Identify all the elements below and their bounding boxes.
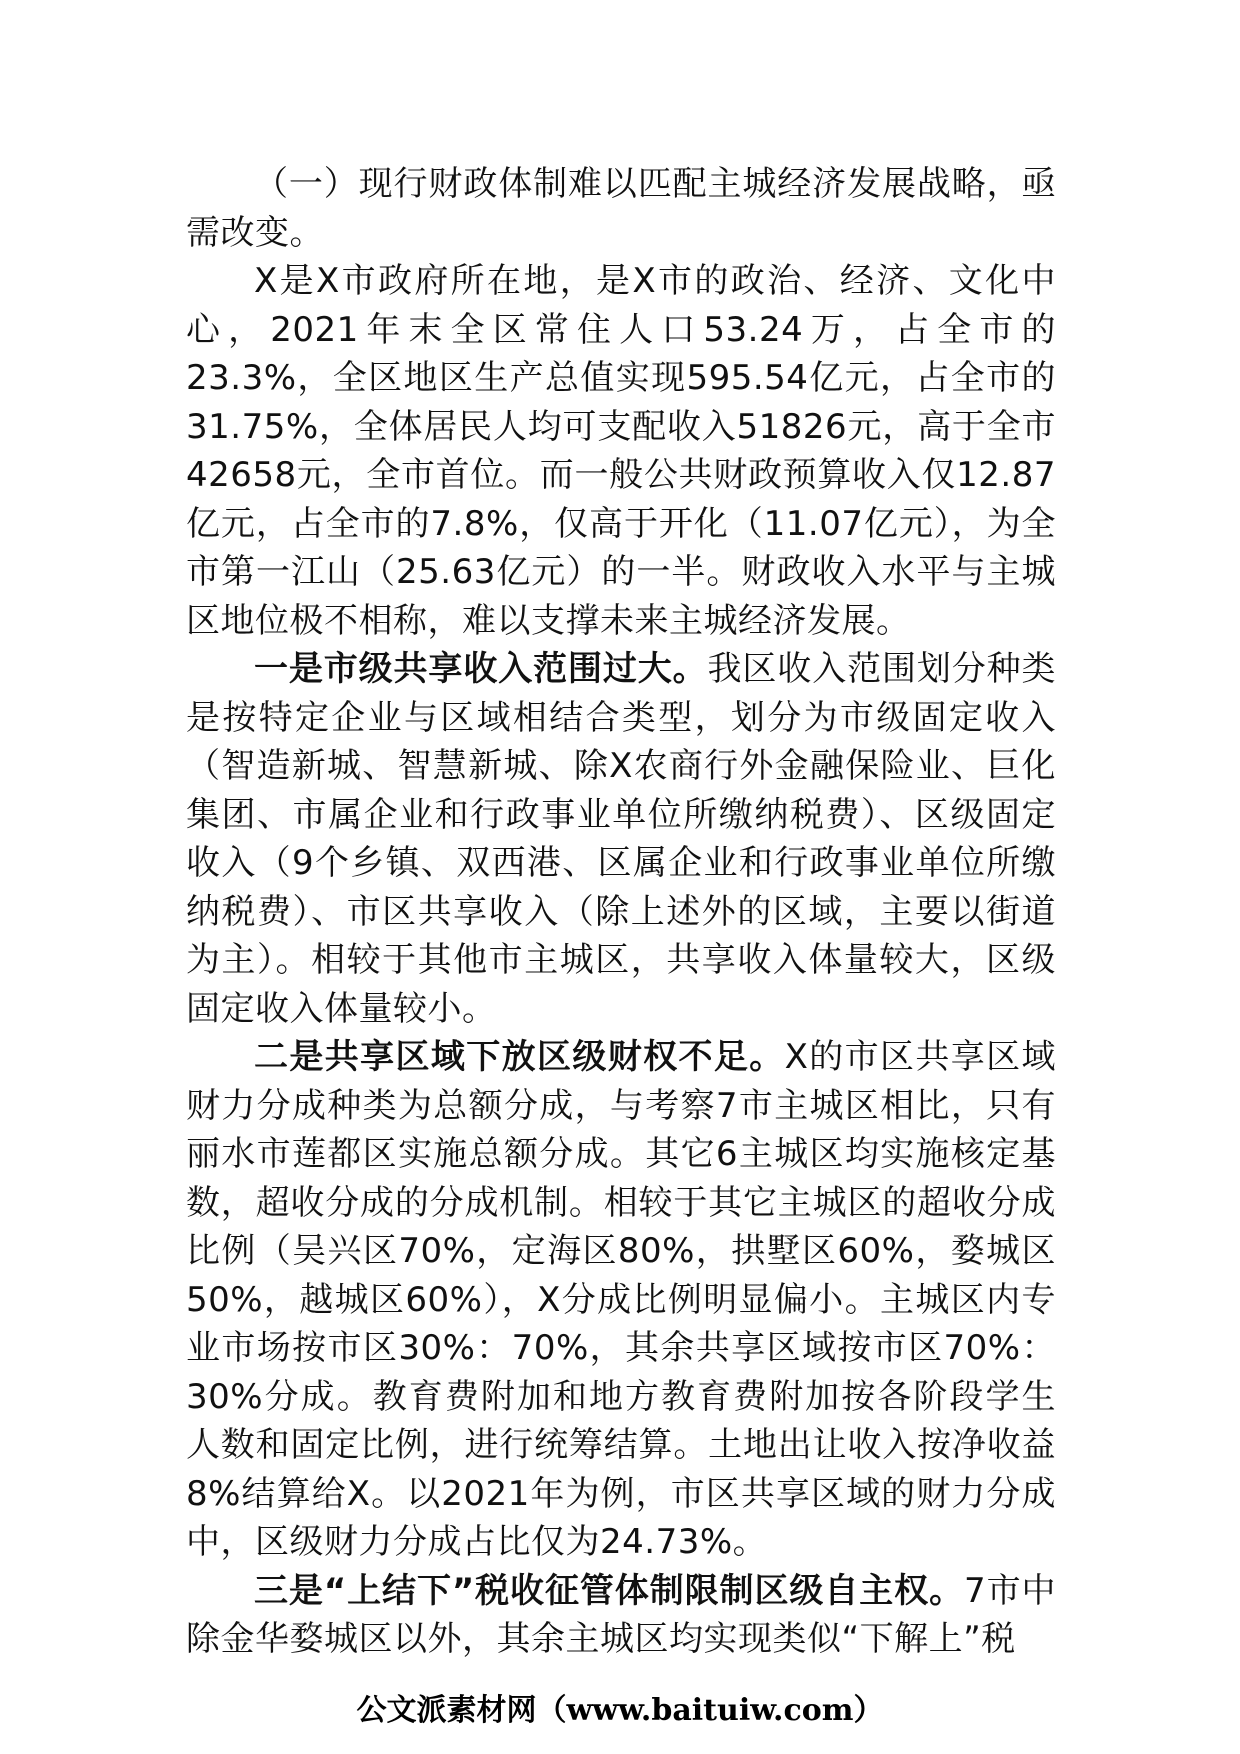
paragraph-point-two xyxy=(186,1033,1056,1567)
paragraph-point-one xyxy=(186,645,1056,1033)
section-heading xyxy=(186,160,1056,257)
paragraph-lead: 二是共享区域下放区级财权不足。 xyxy=(254,1037,785,1077)
paragraph-text: 7市中除金华婺城区以外，其余主城区均实现类似“下解上”税 xyxy=(186,1570,1056,1659)
paragraph-lead: 三是“上结下”税收征管体制限制区级自主权。 xyxy=(254,1570,965,1611)
paragraph-text: X是X市政府所在地，是X市的政治、经济、文化中心，2021年末全区常住人口53.24万，占全市的23.3%，全区地区生产总值实现595.54亿元，占全市的31.75%，全体居民人均可支配收入51826元，高于全市42658元，全市首位。而一般公共财政预算收入仅12.87亿元，占全市的7.8%，仅高于开化（11.07亿元），为全市第一江山（25.63亿元）的一半。财政收入水平与主城区地位极不相称，难以支撑未来主城经济发展。 xyxy=(186,261,1056,641)
paragraph-overview xyxy=(186,257,1056,645)
document-body xyxy=(186,160,1056,1664)
paragraph-point-three xyxy=(186,1567,1056,1664)
paragraph-text: 我区收入范围划分种类是按特定企业与区域相结合类型，划分为市级固定收入（智造新城、智慧新城、除X农商行外金融保险业、巨化集团、市属企业和行政事业单位所缴纳税费）、区级固定收入（9个乡镇、双西港、区属企业和行政事业单位所缴纳税费）、市区共享收入（除上述外的区域，主要以街道为主）。相较于其他市主城区，共享收入体量较大，区级固定收入体量较小。 xyxy=(186,649,1057,1029)
paragraph-text: （一）现行财政体制难以匹配主城经济发展战略，亟需改变。 xyxy=(186,164,1056,253)
footer-watermark: 公文派素材网（www.baituiw.com） xyxy=(356,1693,884,1728)
paragraph-lead: 一是市级共享收入范围过大。 xyxy=(254,649,708,689)
paragraph-text: X的市区共享区域财力分成种类为总额分成，与考察7市主城区相比，只有丽水市莲都区实施总额分成。其它6主城区均实施核定基数，超收分成的分成机制。相较于其它主城区的超收分成比例（吴兴区70%，定海区80%，拱墅区60%，婺城区50%，越城区60%），X分成比例明显偏小。主城区内专业市场按市区30%：70%，其余共享区域按市区70%：30%分成。教育费附加和地方教育费附加按各阶段学生人数和固定比例，进行统筹结算。土地出让收入按净收益8%结算给X。以2021年为例，市区共享区域的财力分成中，区级财力分成占比仅为24.73%。 xyxy=(186,1037,1056,1562)
